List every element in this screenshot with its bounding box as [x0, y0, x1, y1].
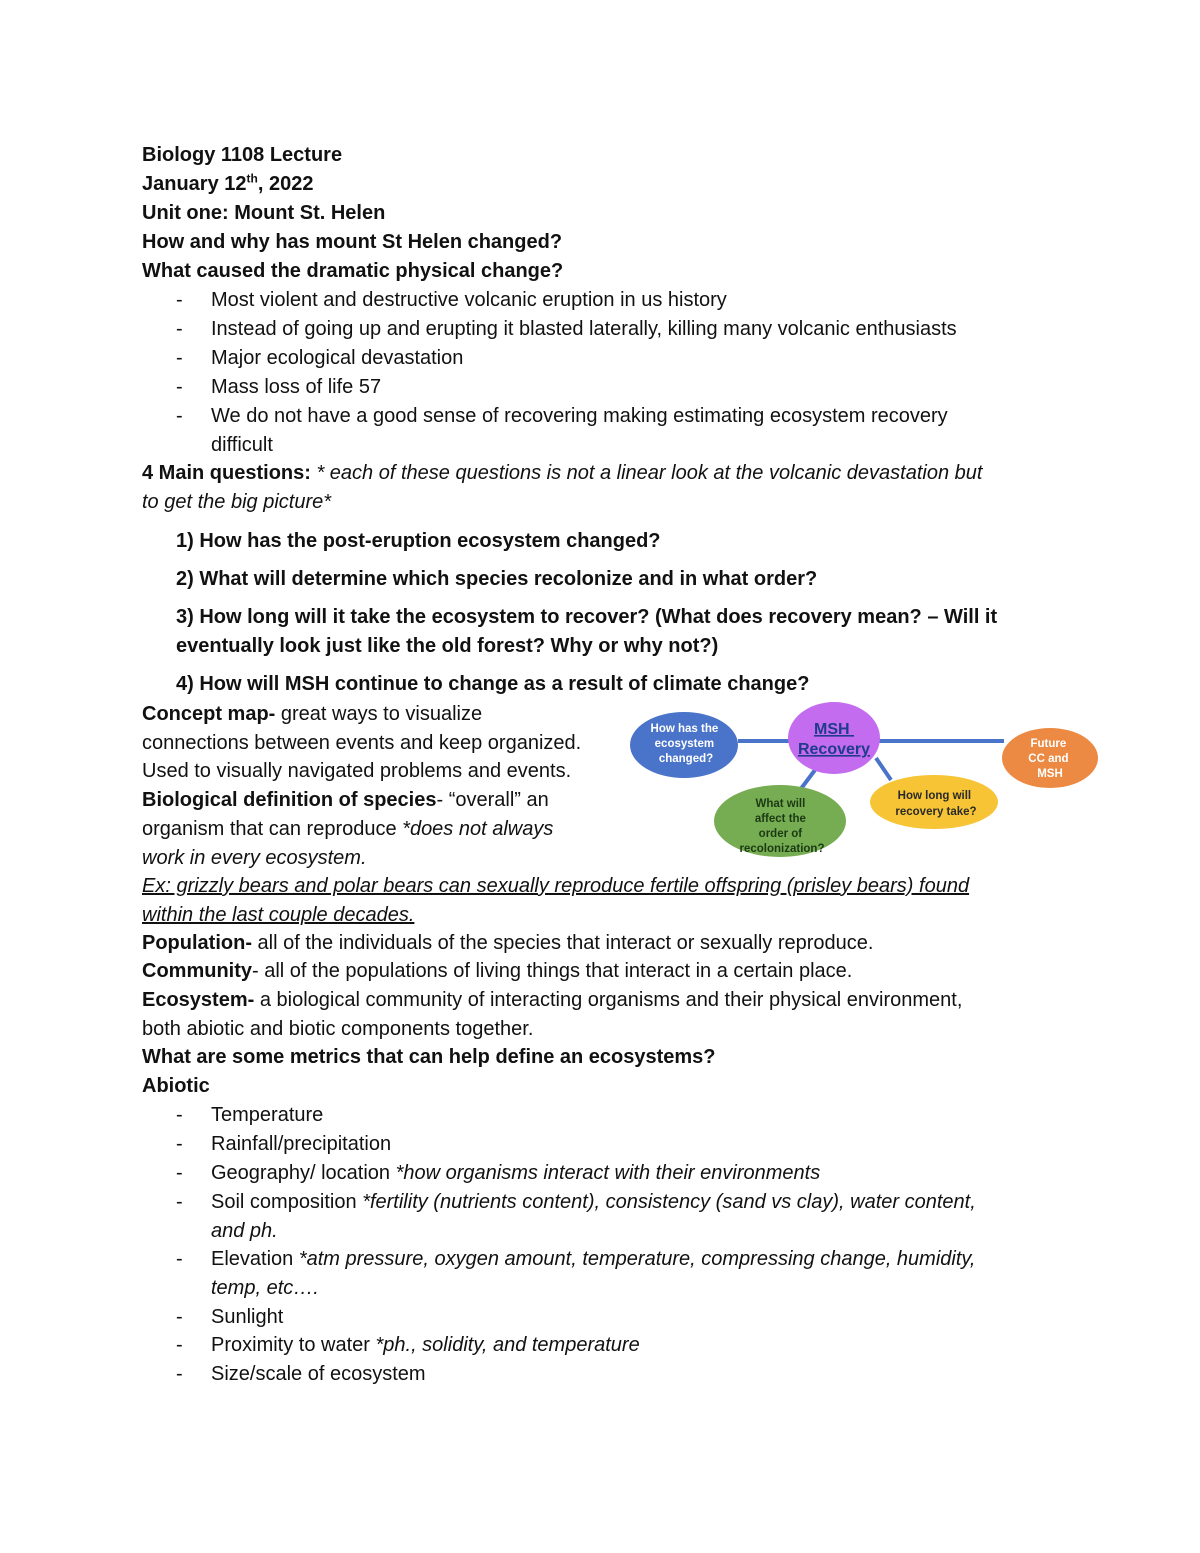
node-recovery-time [870, 775, 998, 829]
bullet-dash: - [176, 1248, 183, 1270]
ecosystem-def-continued: both abiotic and biotic components together. [142, 1018, 534, 1040]
metric-rainfall: Rainfall/precipitation [211, 1133, 392, 1155]
bullet-dash: - [176, 318, 183, 340]
change-point: Most violent and destructive volcanic eruption in us history [211, 289, 727, 311]
main-question-2: 2) What will determine which species recolonize and in what order? [176, 568, 818, 590]
metric-elevation-label: Elevation [211, 1248, 299, 1270]
metric-water-label: Proximity to water [211, 1334, 376, 1356]
species-def-line3: work in every ecosystem. [142, 847, 367, 869]
change-point: Instead of going up and erupting it blasted laterally, killing many volcanic enthusiasts [211, 318, 957, 340]
change-point: Mass loss of life 57 [211, 376, 382, 398]
concept-map-def-line2: connections between events and keep organized. [142, 732, 582, 754]
bullet-dash: - [176, 347, 183, 369]
bullet-dash: - [176, 1162, 183, 1184]
main-questions-intro [142, 459, 982, 488]
metric-water-note: *ph., solidity, and temperature [375, 1334, 640, 1356]
node-recovery-time-label: How long will recovery take? [895, 790, 977, 818]
main-question-1: 1) How has the post-eruption ecosystem changed? [176, 530, 661, 552]
species-term: Biological definition of species [142, 789, 437, 811]
species-def-text: organism that can reproduce [142, 818, 403, 840]
unit-title: Unit one: Mount St. Helen [142, 202, 386, 224]
date-suffix: th [246, 171, 258, 186]
node-ecosystem-changed-label: How has the ecosystem changed? [650, 723, 719, 765]
species-example: Ex: grizzly bears and polar bears can sexually reproduce fertile offspring (prisley bears) found [142, 875, 970, 897]
bullet-dash: - [176, 376, 183, 398]
bullet-dash: - [176, 1191, 183, 1213]
metric-soil-note: *fertility (nutrients content), consistency (sand vs clay), water content, [362, 1191, 976, 1213]
main-question-3: 3) How long will it take the ecosystem to recover? (What does recovery mean? – Will it [176, 606, 998, 628]
metric-elevation-note-continued: temp, etc…. [211, 1277, 319, 1299]
bullet-dash: - [176, 1104, 183, 1126]
concept-map-term: Concept map- [142, 703, 276, 725]
metric-soil-note-continued: and ph. [211, 1220, 278, 1242]
node-msh-recovery-label: MSH Recovery [797, 721, 871, 758]
metric-size: Size/scale of ecosystem [211, 1363, 426, 1385]
metric-geography-note: *how organisms interact with their environments [395, 1162, 821, 1184]
metric-geography [211, 1159, 820, 1188]
main-questions-note-continued: to get the big picture* [142, 491, 332, 513]
main-questions-label: 4 Main questions: [142, 462, 311, 484]
concept-map-definition [142, 700, 482, 729]
metric-sunlight: Sunlight [211, 1306, 284, 1328]
community-definition [142, 957, 852, 986]
bullet-dash: - [176, 405, 183, 427]
metric-soil [211, 1188, 976, 1217]
date-month: January 12 [142, 173, 247, 195]
species-definition [142, 786, 549, 815]
population-definition [142, 929, 873, 958]
change-point-continued: difficult [211, 434, 273, 456]
node-future-cc-label: Future CC and MSH [1028, 738, 1069, 780]
community-term: Community [142, 960, 252, 982]
node-recolonization-order-label: What will affect the order of recolonization? [739, 798, 825, 855]
bullet-dash: - [176, 1306, 183, 1328]
community-def: - all of the populations of living things that interact in a certain place. [252, 960, 853, 982]
population-term: Population- [142, 932, 252, 954]
change-point: We do not have a good sense of recovering making estimating ecosystem recovery [211, 405, 948, 427]
concept-map-def-line3: Used to visually navigated problems and events. [142, 760, 572, 782]
metric-soil-label: Soil composition [211, 1191, 363, 1213]
species-def-line2 [142, 815, 553, 844]
metric-elevation-note: *atm pressure, oxygen amount, temperature, compressing change, humidity, [298, 1248, 976, 1270]
ecosystem-term: Ecosystem- [142, 989, 255, 1011]
metrics-question: What are some metrics that can help define an ecosystems? [142, 1046, 716, 1068]
population-def: all of the individuals of the species that interact or sexually reproduce. [251, 932, 874, 954]
lecture-date [142, 170, 313, 199]
concept-map-diagram [628, 700, 1104, 862]
metric-elevation [211, 1245, 975, 1274]
metric-geography-label: Geography/ location [211, 1162, 396, 1184]
main-question-4: 4) How will MSH continue to change as a result of climate change? [176, 673, 810, 695]
heading-question-1: How and why has mount St Helen changed? [142, 231, 563, 253]
bullet-dash: - [176, 1133, 183, 1155]
main-questions-note: * each of these questions is not a linear look at the volcanic devastation but [310, 462, 983, 484]
main-question-3-continued: eventually look just like the old forest? Why or why not?) [176, 635, 719, 657]
species-example-continued: within the last couple decades. [142, 904, 415, 926]
connector-yellow [876, 758, 891, 780]
concept-map-def: great ways to visualize [275, 703, 483, 725]
abiotic-heading: Abiotic [142, 1075, 210, 1097]
heading-question-2: What caused the dramatic physical change? [142, 260, 564, 282]
ecosystem-def: a biological community of interacting organisms and their physical environment, [254, 989, 963, 1011]
ecosystem-definition [142, 986, 962, 1015]
course-title: Biology 1108 Lecture [142, 144, 343, 166]
date-year: , 2022 [257, 173, 314, 195]
species-def-note: *does not always [402, 818, 554, 840]
node-msh-recovery [788, 702, 880, 774]
metric-temperature: Temperature [211, 1104, 324, 1126]
bullet-dash: - [176, 1363, 183, 1385]
bullet-dash: - [176, 289, 183, 311]
species-def: - “overall” an [436, 789, 549, 811]
bullet-dash: - [176, 1334, 183, 1356]
change-point: Major ecological devastation [211, 347, 464, 369]
metric-water [211, 1331, 640, 1360]
